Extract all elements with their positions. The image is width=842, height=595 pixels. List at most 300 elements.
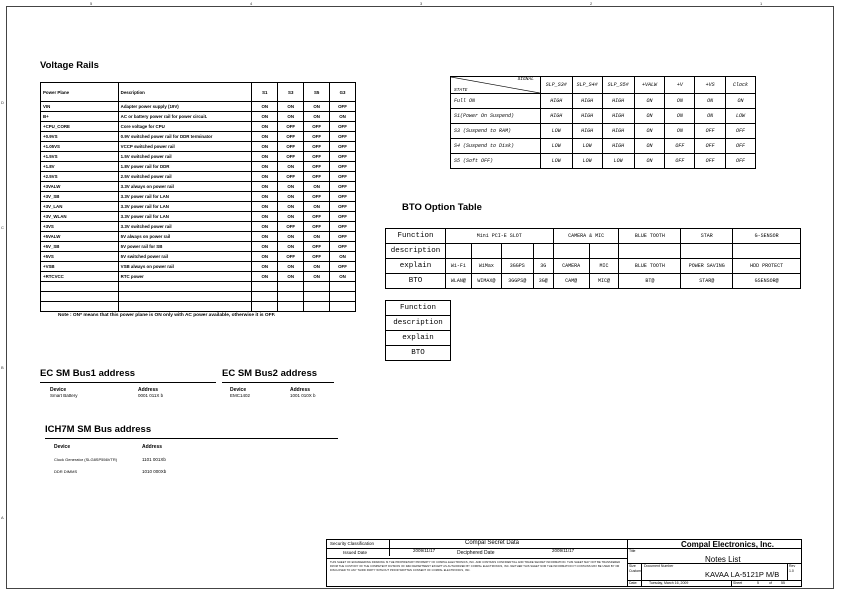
zone-mark: B xyxy=(1,365,4,370)
state-cell: OFF xyxy=(304,172,330,182)
empty-cell xyxy=(330,282,356,292)
value-cell: HIGH xyxy=(540,94,572,109)
value-cell: ON xyxy=(695,109,726,124)
state-cell: OFF xyxy=(278,142,304,152)
empty-cell xyxy=(252,302,278,312)
empty-cell xyxy=(501,244,533,259)
empty-row xyxy=(41,302,356,312)
value-cell: HIGH xyxy=(602,94,634,109)
value-cell: OFF xyxy=(726,154,756,169)
power-plane-cell: +3V_WLAN xyxy=(41,212,119,222)
value-cell: ON xyxy=(665,109,695,124)
state-cell: OFF xyxy=(330,182,356,192)
column-header: +VS xyxy=(695,77,726,94)
table-row xyxy=(41,272,356,282)
power-plane-cell: +5VALW xyxy=(41,232,119,242)
state-cell: OFF xyxy=(330,192,356,202)
power-plane-cell: +1.8V xyxy=(41,162,119,172)
deciphered-date: 2009/11/17 xyxy=(552,548,575,553)
description-cell: 1.5V switched power rail xyxy=(118,152,252,162)
power-plane-cell: +RTCVCC xyxy=(41,272,119,282)
description-cell: RTC power xyxy=(118,272,252,282)
value-cell: HIGH xyxy=(602,109,634,124)
empty-cell xyxy=(41,292,119,302)
state-cell: OFF xyxy=(278,222,304,232)
secret-label: Compal Secret Data xyxy=(465,540,520,546)
size-label: Size xyxy=(629,564,636,568)
empty-cell xyxy=(41,302,119,312)
state-cell: OFF xyxy=(278,132,304,142)
security-label: Security Classification xyxy=(330,541,375,546)
state-cell: OFF xyxy=(304,222,330,232)
state-cell: ON xyxy=(278,232,304,242)
function-cell: STAR xyxy=(681,229,733,244)
state-cell: ON xyxy=(304,272,330,282)
table-header-row xyxy=(451,77,756,94)
function-cell: G-SENSOR xyxy=(733,229,801,244)
row-label: BTO xyxy=(386,346,451,361)
description-cell: 1.8V power rail for DDR xyxy=(118,162,252,172)
table-row xyxy=(451,154,756,169)
table-row xyxy=(41,222,356,232)
state-cell: ON xyxy=(278,202,304,212)
power-plane-cell: +1.5VS xyxy=(41,152,119,162)
value-cell: OFF xyxy=(695,139,726,154)
state-cell: ON xyxy=(252,152,278,162)
state-cell: ON xyxy=(278,112,304,122)
empty-cell xyxy=(278,282,304,292)
state-cell: OFF xyxy=(330,132,356,142)
value-cell: LOW xyxy=(602,154,634,169)
state-cell: ON xyxy=(252,112,278,122)
row-label: description xyxy=(386,316,451,331)
table-row xyxy=(41,212,356,222)
disclaimer-text: THIS SHEET OF ENGINEERING DRAWING IS THE PROPRIETARY PROPERTY OF COMPAL ELECTRONICS, INC. AND CONTAINS CONFIDENTIAL AND TRADE SECRET INFORMATION. THIS SHEET MAY NOT BE TRANSFERED FROM THE CUSTODY OF THE COMPETENT DIVISION OF R&D DEPARTMENT EXCEPT AS AUTHORIZED BY COMPAL ELECTRONICS, INC. NEITHER THIS SHEET NOR THE INFORMATION IT CONTAINS MAY BE USED BY OR DISCLOSED TO ANY THIRD PARTY WITHOUT PRIOR WRITTEN CONSENT OF COMPAL ELECTRONICS, INC. xyxy=(330,561,621,572)
state-cell: OFF xyxy=(330,222,356,232)
row-label: Function xyxy=(386,229,446,244)
value-cell: HIGH xyxy=(602,139,634,154)
zone-mark: 3 xyxy=(420,1,423,6)
value-cell: HIGH xyxy=(540,109,572,124)
date-label: Date: xyxy=(629,581,638,585)
empty-cell xyxy=(252,292,278,302)
state-cell: OFF xyxy=(304,192,330,202)
state-cell: ON xyxy=(278,262,304,272)
col-header: Address xyxy=(138,387,159,393)
empty-cell xyxy=(681,244,733,259)
state-cell: OFF xyxy=(304,212,330,222)
empty-cell xyxy=(118,302,252,312)
function-cell: BLUE TOOTH xyxy=(619,229,681,244)
state-cell: ON xyxy=(252,262,278,272)
signal-label: SIGNAL xyxy=(517,77,534,82)
state-cell: ON xyxy=(304,232,330,242)
state-cell: ON xyxy=(304,112,330,122)
table-row xyxy=(41,122,356,132)
bto-title: BTO Option Table xyxy=(402,202,482,213)
value-cell: LOW xyxy=(540,154,572,169)
row-label: explain xyxy=(386,259,446,274)
column-header: S5 xyxy=(304,83,330,102)
table-row xyxy=(41,172,356,182)
bto-cell: 3G@ xyxy=(533,274,553,289)
table-row xyxy=(41,232,356,242)
description-cell: Core voltage for CPU xyxy=(118,122,252,132)
state-cell: OFF xyxy=(330,142,356,152)
empty-cell xyxy=(304,292,330,302)
table-row xyxy=(451,124,756,139)
company-name: Compal Electronics, Inc. xyxy=(681,540,774,549)
device-cell: Clock Generator (SLG8SP556VTR) xyxy=(54,456,118,462)
value-cell: ON xyxy=(634,124,665,139)
power-plane-cell: +3V_LAN xyxy=(41,202,119,212)
state-cell: S1(Power On Suspend) xyxy=(451,109,541,124)
value-cell: HIGH xyxy=(572,109,602,124)
power-plane-cell: +2.5VS xyxy=(41,172,119,182)
voltage-rails-title: Voltage Rails xyxy=(40,60,99,71)
value-cell: OFF xyxy=(726,124,756,139)
value-cell: OFF xyxy=(665,154,695,169)
table-row xyxy=(41,112,356,122)
description-cell: 3.3V switched power rail xyxy=(118,222,252,232)
function-cell: Mini PCI-E SLOT xyxy=(445,229,553,244)
description-cell: VSB always on power rail xyxy=(118,262,252,272)
bto-cell: CAM@ xyxy=(553,274,589,289)
voltage-note: Note : ON* means that this power plane is ON only with AC power available, otherwise it is OFF. xyxy=(58,313,276,318)
empty-cell xyxy=(445,244,471,259)
state-cell: ON xyxy=(252,142,278,152)
column-header: SLP_S5# xyxy=(602,77,634,94)
state-cell: ON xyxy=(252,172,278,182)
description-cell: 3.3V always on power rail xyxy=(118,182,252,192)
state-cell: ON xyxy=(252,252,278,262)
value-cell: ON xyxy=(634,109,665,124)
column-header: Power Plane xyxy=(41,83,119,102)
state-cell: ON xyxy=(278,182,304,192)
value-cell: LOW xyxy=(572,154,602,169)
state-label: STATE xyxy=(454,88,468,93)
state-cell: OFF xyxy=(278,122,304,132)
bto-option-table-2 xyxy=(385,300,451,361)
table-row xyxy=(41,152,356,162)
bto-cell: STAR@ xyxy=(681,274,733,289)
explain-cell: WiMax xyxy=(471,259,501,274)
bto-cell: 3GGPS@ xyxy=(501,274,533,289)
state-cell: OFF xyxy=(330,232,356,242)
rev-value: 1.0 xyxy=(789,569,794,573)
date-value: Tuesday, March 16, 2009 xyxy=(649,581,689,585)
ich-bus-table xyxy=(52,442,168,476)
state-cell: OFF xyxy=(278,172,304,182)
col-header: Address xyxy=(142,444,163,450)
col-header: Address xyxy=(290,387,311,393)
table-row xyxy=(41,132,356,142)
bto-cell: WLAN@ xyxy=(445,274,471,289)
value-cell: ON xyxy=(695,94,726,109)
bto-code-row xyxy=(386,274,801,289)
state-cell: ON xyxy=(252,132,278,142)
description-cell: 0.9V switched power rail for DDR terminator xyxy=(118,132,252,142)
explain-cell: MIC xyxy=(589,259,619,274)
bto-explain-row xyxy=(386,259,801,274)
sheet-title: Notes List xyxy=(705,555,741,564)
title-label: Title xyxy=(629,549,636,553)
state-cell: OFF xyxy=(304,252,330,262)
bto2-row xyxy=(386,301,451,316)
empty-cell xyxy=(589,244,619,259)
state-cell: OFF xyxy=(304,152,330,162)
table-row xyxy=(41,102,356,112)
power-plane-cell: +VSB xyxy=(41,262,119,272)
state-cell: ON xyxy=(252,182,278,192)
row-label: Function xyxy=(386,301,451,316)
column-header: SLP_S3# xyxy=(540,77,572,94)
description-cell: 3.3V power rail for LAN xyxy=(118,212,252,222)
state-cell: OFF xyxy=(330,122,356,132)
power-plane-cell: +5VS xyxy=(41,252,119,262)
power-plane-cell: +CPU_CORE xyxy=(41,122,119,132)
column-header: SLP_S4# xyxy=(572,77,602,94)
empty-cell xyxy=(330,302,356,312)
value-cell: OFF xyxy=(665,139,695,154)
state-cell: ON xyxy=(330,252,356,262)
description-cell: 5V always on power rail xyxy=(118,232,252,242)
column-header: +VALW xyxy=(634,77,665,94)
voltage-rails-table xyxy=(40,82,356,312)
value-cell: ON xyxy=(665,124,695,139)
deciphered-label: Deciphered Date xyxy=(457,550,495,556)
table-row xyxy=(41,202,356,212)
explain-cell: CAMERA xyxy=(553,259,589,274)
value-cell: ON xyxy=(634,154,665,169)
address-cell: 1010 000Xb xyxy=(142,468,167,474)
table-row xyxy=(41,262,356,272)
bto2-row xyxy=(386,346,451,361)
power-plane-cell: VIN xyxy=(41,102,119,112)
value-cell: LOW xyxy=(540,124,572,139)
state-cell: ON xyxy=(252,122,278,132)
ec-bus1-table xyxy=(48,387,165,398)
power-plane-cell: +3VS xyxy=(41,222,119,232)
title-block xyxy=(326,539,802,587)
state-cell: ON xyxy=(252,202,278,212)
state-cell: S4 (Suspend to Disk) xyxy=(451,139,541,154)
table-row xyxy=(41,162,356,172)
value-cell: ON xyxy=(634,94,665,109)
sheet-label: Sheet xyxy=(733,581,743,585)
description-cell: Adapter power supply (19V) xyxy=(118,102,252,112)
size-value: Custom xyxy=(629,569,642,573)
explain-cell: 3GGPS xyxy=(501,259,533,274)
power-plane-cell: B+ xyxy=(41,112,119,122)
bto-cell: WIMAX@ xyxy=(471,274,501,289)
docnum-label: Document Number xyxy=(644,564,674,568)
state-cell: ON xyxy=(252,162,278,172)
bto-option-table xyxy=(385,228,801,289)
sheet-total: 55 xyxy=(781,581,785,585)
explain-cell: POWER SAVING xyxy=(681,259,733,274)
value-cell: OFF xyxy=(726,139,756,154)
state-cell: ON xyxy=(252,242,278,252)
empty-cell xyxy=(118,292,252,302)
empty-cell xyxy=(733,244,801,259)
state-cell: ON xyxy=(330,112,356,122)
device-cell: EMC1402 xyxy=(230,393,251,398)
zone-mark: A xyxy=(1,515,4,520)
state-cell: ON xyxy=(304,102,330,112)
col-header: Device xyxy=(50,387,67,393)
bto2-row xyxy=(386,331,451,346)
state-cell: S3 (Suspend to RAM) xyxy=(451,124,541,139)
table-row xyxy=(451,94,756,109)
empty-cell xyxy=(41,282,119,292)
empty-cell xyxy=(304,302,330,312)
table-header-row xyxy=(41,83,356,102)
description-cell: 2.5V switched power rail xyxy=(118,172,252,182)
table-row xyxy=(41,142,356,152)
bto-description-row xyxy=(386,244,801,259)
state-cell: OFF xyxy=(330,162,356,172)
zone-mark: 1 xyxy=(760,1,763,6)
explain-cell: HDD PROTECT xyxy=(733,259,801,274)
explain-cell: BLUE TOOTH xyxy=(619,259,681,274)
state-cell: ON xyxy=(252,212,278,222)
value-cell: OFF xyxy=(695,154,726,169)
value-cell: ON xyxy=(665,94,695,109)
empty-cell xyxy=(278,292,304,302)
state-cell: S5 (Soft OFF) xyxy=(451,154,541,169)
value-cell: LOW xyxy=(726,109,756,124)
description-cell: 5V switched power rail xyxy=(118,252,252,262)
state-cell: ON xyxy=(278,212,304,222)
value-cell: HIGH xyxy=(572,94,602,109)
description-cell: VCCP switched power rail xyxy=(118,142,252,152)
description-cell: AC or battery power rail for power circuit. xyxy=(118,112,252,122)
state-cell: OFF xyxy=(330,172,356,182)
col-header: Device xyxy=(54,444,71,450)
value-cell: OFF xyxy=(695,124,726,139)
row-label: description xyxy=(386,244,446,259)
state-cell: ON xyxy=(252,232,278,242)
empty-cell xyxy=(252,282,278,292)
sheet-number: 5 xyxy=(757,581,759,585)
address-cell: 1001 010X b xyxy=(290,393,316,398)
document-number: KAVAA LA-5121P M/B xyxy=(705,570,780,579)
column-header: +V xyxy=(665,77,695,94)
column-header: Clock xyxy=(726,77,756,94)
zone-mark: 4 xyxy=(250,1,253,6)
divider xyxy=(45,438,338,439)
state-cell: OFF xyxy=(330,152,356,162)
state-cell: Full ON xyxy=(451,94,541,109)
value-cell: LOW xyxy=(540,139,572,154)
state-cell: ON xyxy=(252,192,278,202)
table-row xyxy=(41,192,356,202)
state-cell: ON xyxy=(278,272,304,282)
state-cell: ON xyxy=(304,262,330,272)
state-cell: OFF xyxy=(278,152,304,162)
description-cell: 3.3V power rail for LAN xyxy=(118,202,252,212)
empty-cell xyxy=(304,282,330,292)
zone-mark: D xyxy=(1,100,4,105)
signal-state-table xyxy=(450,76,756,169)
state-cell: ON xyxy=(252,222,278,232)
table-row xyxy=(451,139,756,154)
col-header: Device xyxy=(230,387,247,393)
power-plane-cell: +0.9VS xyxy=(41,132,119,142)
state-cell: OFF xyxy=(330,262,356,272)
state-cell: ON xyxy=(330,272,356,282)
table-row xyxy=(41,182,356,192)
empty-cell xyxy=(330,292,356,302)
ec-bus1-title: EC SM Bus1 address xyxy=(40,368,136,379)
device-cell: Smart Battery xyxy=(50,393,78,398)
issued-date: 2009/11/17 xyxy=(413,548,436,553)
column-header: Description xyxy=(118,83,252,102)
table-row xyxy=(41,242,356,252)
function-cell: CAMERA & MIC xyxy=(553,229,619,244)
ich-bus-title: ICH7M SM Bus address xyxy=(45,424,152,435)
power-plane-cell: +3V_SB xyxy=(41,192,119,202)
state-cell: OFF xyxy=(330,212,356,222)
state-cell: OFF xyxy=(304,242,330,252)
bto-function-row xyxy=(386,229,801,244)
state-cell: ON xyxy=(304,182,330,192)
state-cell: ON xyxy=(278,192,304,202)
bto-cell: BT@ xyxy=(619,274,681,289)
description-cell: 5V power rail for SB xyxy=(118,242,252,252)
value-cell: ON xyxy=(726,94,756,109)
bto2-row xyxy=(386,316,451,331)
rev-label: Rev xyxy=(789,564,796,568)
state-cell: ON xyxy=(278,242,304,252)
empty-cell xyxy=(619,244,681,259)
power-plane-cell: +3VALW xyxy=(41,182,119,192)
bto-cell: GSENSOR@ xyxy=(733,274,801,289)
power-plane-cell: +1.05VS xyxy=(41,142,119,152)
description-cell: 3.3V power rail for LAN xyxy=(118,192,252,202)
empty-row xyxy=(41,292,356,302)
address-cell: 1101 001Xb xyxy=(142,456,166,462)
state-cell: OFF xyxy=(304,122,330,132)
empty-row xyxy=(41,282,356,292)
value-cell: LOW xyxy=(572,139,602,154)
column-header: S3 xyxy=(278,83,304,102)
value-cell: ON xyxy=(634,139,665,154)
empty-cell xyxy=(118,282,252,292)
state-cell: OFF xyxy=(278,252,304,262)
table-row xyxy=(451,109,756,124)
row-label: BTO xyxy=(386,274,446,289)
ec-bus2-table xyxy=(228,387,318,398)
state-cell: OFF xyxy=(330,102,356,112)
state-cell: OFF xyxy=(330,242,356,252)
empty-cell xyxy=(471,244,501,259)
zone-mark: 2 xyxy=(590,1,593,6)
state-cell: ON xyxy=(278,102,304,112)
value-cell: HIGH xyxy=(602,124,634,139)
column-header: S1 xyxy=(252,83,278,102)
empty-cell xyxy=(278,302,304,312)
state-cell: ON xyxy=(278,162,304,172)
explain-cell: 3G xyxy=(533,259,553,274)
ec-bus2-title: EC SM Bus2 address xyxy=(222,368,318,379)
bto-cell: MIC@ xyxy=(589,274,619,289)
state-cell: OFF xyxy=(330,202,356,212)
column-header: G3 xyxy=(330,83,356,102)
sheet-of: of xyxy=(769,581,772,585)
state-cell: ON xyxy=(252,272,278,282)
